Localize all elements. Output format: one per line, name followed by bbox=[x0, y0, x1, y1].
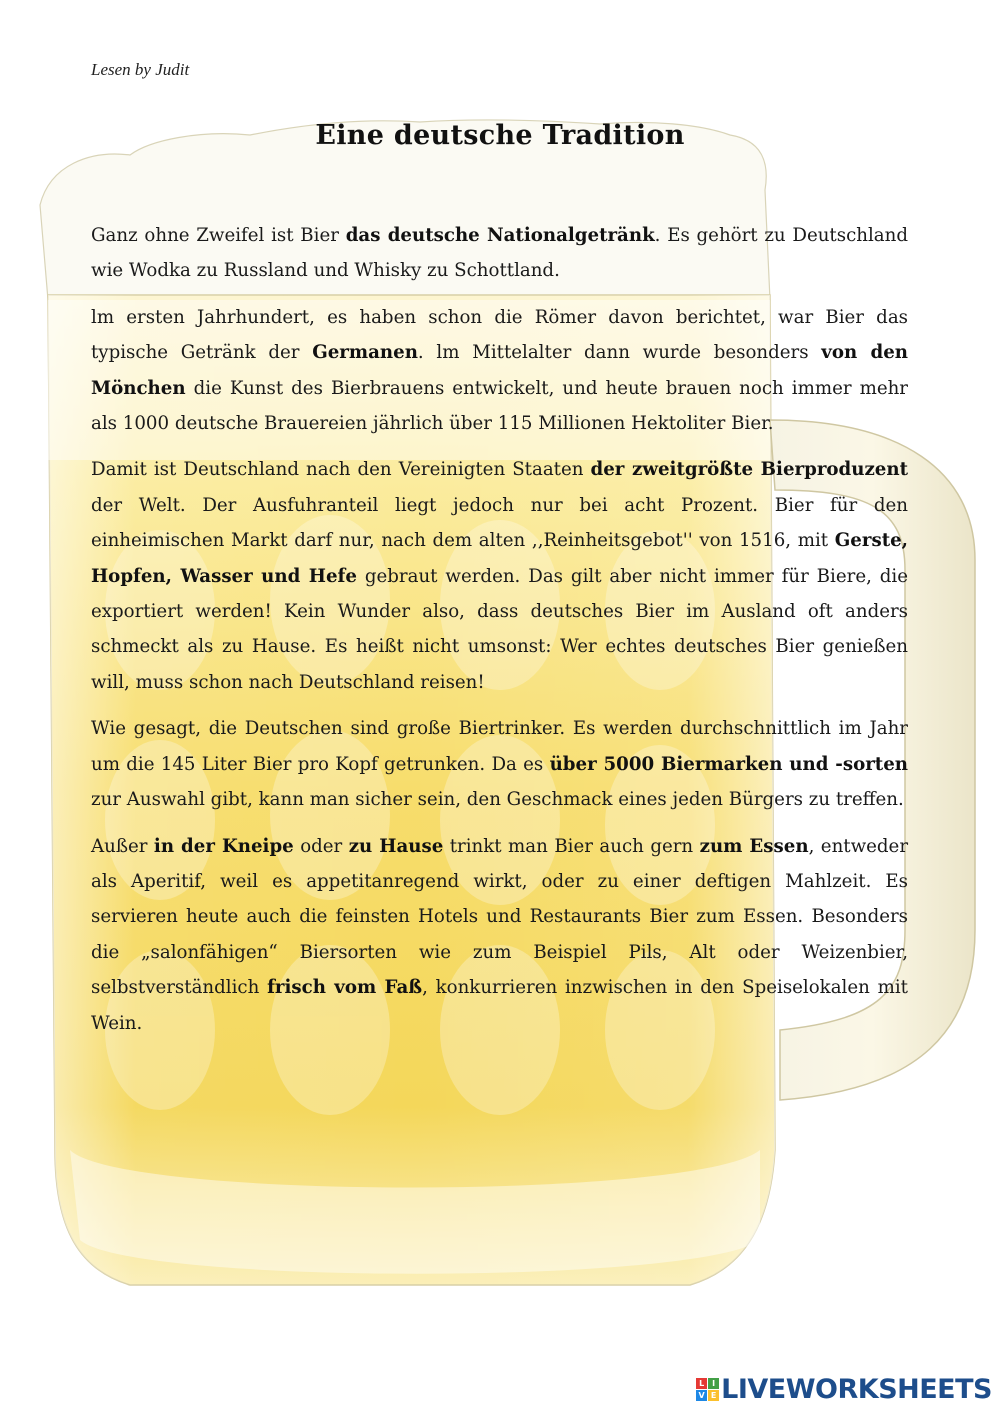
text-run: Wie gesagt, die Deutschen sind große Biertrinker. Es werden durchschnittlich im Jahr um die 145 Liter Bier pro Kopf getrunken. Da es bbox=[91, 718, 908, 775]
bold-phrase: frisch vom Faß bbox=[267, 977, 423, 999]
bold-phrase: in der Kneipe bbox=[153, 835, 294, 857]
bold-phrase: zu Hause bbox=[348, 835, 444, 857]
paragraph bbox=[91, 452, 908, 700]
logo-letter-tile: V bbox=[696, 1390, 707, 1401]
text-run: . Es gehört zu Deutschland wie Wodka zu Russland und Whisky zu Schottland. bbox=[91, 225, 908, 282]
text-run: , entweder als Aperitif, weil es appetitanregend wirkt, oder zu einer deftigen Mahlzeit. Es servieren heute auch die feinsten Hotels und Restaurants Bier zum Essen. Besonders die „salonfähigen“ Biersorten wie zum Beispiel Pils, Alt oder Weizenbier, selbstverständlich bbox=[91, 835, 909, 999]
bold-phrase: von den Mönchen bbox=[91, 342, 909, 399]
paragraph bbox=[91, 300, 908, 442]
text-run: Ganz ohne Zweifel ist Bier bbox=[91, 225, 346, 246]
text-run: , konkurrieren inzwischen in den Speiselokalen mit Wein. bbox=[91, 977, 908, 1034]
text-run: . lm Mittelalter dann wurde besonders bbox=[417, 342, 822, 364]
logo-letter-tile: L bbox=[696, 1378, 707, 1389]
bold-phrase: zum Essen bbox=[699, 835, 809, 857]
text-run: die Kunst des Bierbrauens entwickelt, und heute brauen noch immer mehr als 1000 deutsche Brauereien jährlich über 115 Millionen Hektoliter Bier. bbox=[91, 377, 908, 435]
text-run: Außer bbox=[91, 835, 154, 857]
page-title: Eine deutsche Tradition bbox=[315, 120, 685, 151]
liveworksheets-logo-mark bbox=[696, 1378, 719, 1401]
paragraph bbox=[91, 218, 908, 289]
bold-phrase: der zweitgrößte Bierproduzent bbox=[590, 459, 909, 481]
bold-phrase: Germanen bbox=[312, 342, 418, 364]
bold-phrase: das deutsche Nationalgetränk bbox=[345, 225, 655, 246]
paragraph bbox=[91, 711, 908, 817]
text-run: der Welt. Der Ausfuhranteil liegt jedoch nur bei acht Prozent. Bier für den einheimischen Markt darf nur, nach dem alten ,,Reinheitsgebot'' von 1516, mit bbox=[91, 494, 908, 552]
text-run: zur Auswahl gibt, kann man sicher sein, den Geschmack eines jeden Bürgers zu treffen. bbox=[91, 789, 904, 811]
text-run: lm ersten Jahrhundert, es haben schon die Römer davon berichtet, war Bier das typische Getränk der bbox=[91, 306, 908, 364]
article-body bbox=[91, 218, 908, 1052]
header-note: Lesen by Judit bbox=[91, 60, 190, 79]
text-run: oder bbox=[293, 835, 349, 857]
text-run: Damit ist Deutschland nach den Vereinigten Staaten bbox=[91, 459, 591, 481]
liveworksheets-logo bbox=[696, 1371, 992, 1407]
bold-phrase: Gerste, Hopfen, Wasser und Hefe bbox=[91, 530, 908, 587]
liveworksheets-logo-text: LIVEWORKSHEETS bbox=[721, 1373, 992, 1405]
text-run: gebraut werden. Das gilt aber nicht immer für Biere, die exportiert werden! Kein Wunder also, dass deutsches Bier im Ausland oft anders schmeckt als zu Hause. Es heißt nicht umsonst: Wer echtes deutsches Bier genießen will, muss schon nach Deutschland reisen! bbox=[91, 565, 908, 693]
bold-phrase: über 5000 Biermarken und -sorten bbox=[549, 753, 909, 775]
logo-letter-tile: I bbox=[708, 1378, 719, 1389]
paragraph bbox=[91, 829, 908, 1041]
text-run: trinkt man Bier auch gern bbox=[443, 835, 700, 857]
logo-letter-tile: E bbox=[708, 1390, 719, 1401]
